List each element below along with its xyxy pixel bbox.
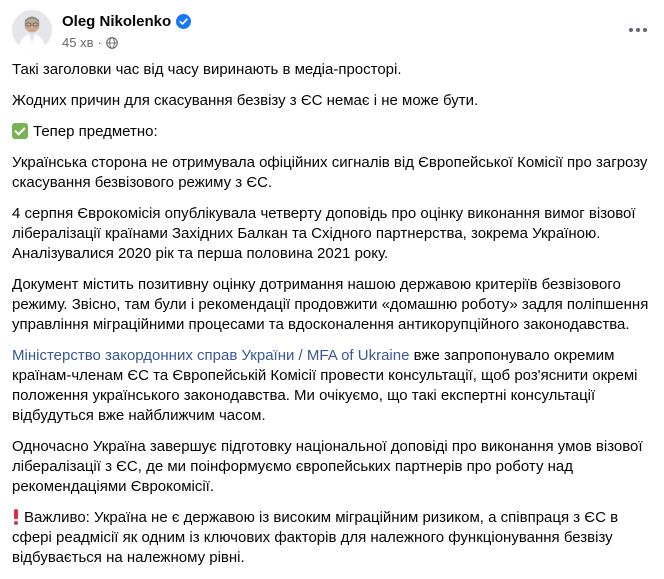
paragraph-4: Українська сторона не отримувала офіційних сигналів від Європейської Комісії про загрозу скасування безвізового режиму з ЄС.: [12, 154, 648, 191]
paragraph-7: [12, 346, 652, 426]
meta-separator: ·: [97, 35, 102, 50]
post-timestamp[interactable]: 45 хв: [62, 35, 94, 50]
check-mark-icon: [12, 123, 28, 139]
verified-badge-icon: [176, 14, 191, 29]
paragraph-2: Жодних причин для скасування безвізу з ЄС немає і не може бути.: [12, 92, 479, 109]
post-text: [12, 60, 652, 579]
author-name[interactable]: Oleg Nikolenko: [62, 13, 172, 30]
paragraph-7-text: вже запропонувало окремим країнам-членам ЄС та Європейській Комісії провести консультації, щоб роз'яснити окремі положення українського законодавства. Ми очікуємо, що такі експертні консультації відбудуться вже найближчим часом.: [12, 347, 638, 424]
more-options-icon[interactable]: [626, 20, 650, 40]
avatar[interactable]: [12, 10, 52, 50]
post-header: [12, 10, 652, 54]
paragraph-3-text: Тепер предметно:: [33, 123, 158, 140]
paragraph-9-text: Важливо: Україна не є державою із високим міграційним ризиком, а співпраця з ЄС в сфері реадмісії як одним із ключових факторів для належного функціонування безвізу відбувається на належному рівні.: [12, 509, 619, 566]
globe-icon[interactable]: [106, 37, 118, 49]
mfa-page-link[interactable]: Міністерство закордонних справ України / MFA of Ukraine: [12, 347, 410, 364]
paragraph-1: Такі заголовки час від часу виринають в медіа-просторі.: [12, 61, 402, 78]
exclamation-mark-icon: [12, 509, 20, 525]
paragraph-6: Документ містить позитивну оцінку дотримання нашою державою критеріїв безвізового режиму. Звісно, там були і рекомендації продовжити «домашню роботу» задля поліпшення управління міграційними процесами та вдосконалення антикорупційного законодавства.: [12, 276, 649, 333]
paragraph-3: [12, 122, 652, 142]
paragraph-9: [12, 508, 652, 568]
paragraph-8: Одночасно Україна завершує підготовку національної доповіді про виконання умов візової лібералізації з ЄС, де ми поінформуємо європейських партнерів про роботу над рекомендаціями Єврокомісії.: [12, 438, 643, 495]
paragraph-5: 4 серпня Єврокомісія опублікувала четверту доповідь про оцінку виконання вимог візової лібералізації країнами Західних Балкан та Східного партнерства, зокрема Україною. Аналізувалися 2020 рік та перша половина 2021 року.: [12, 205, 636, 262]
